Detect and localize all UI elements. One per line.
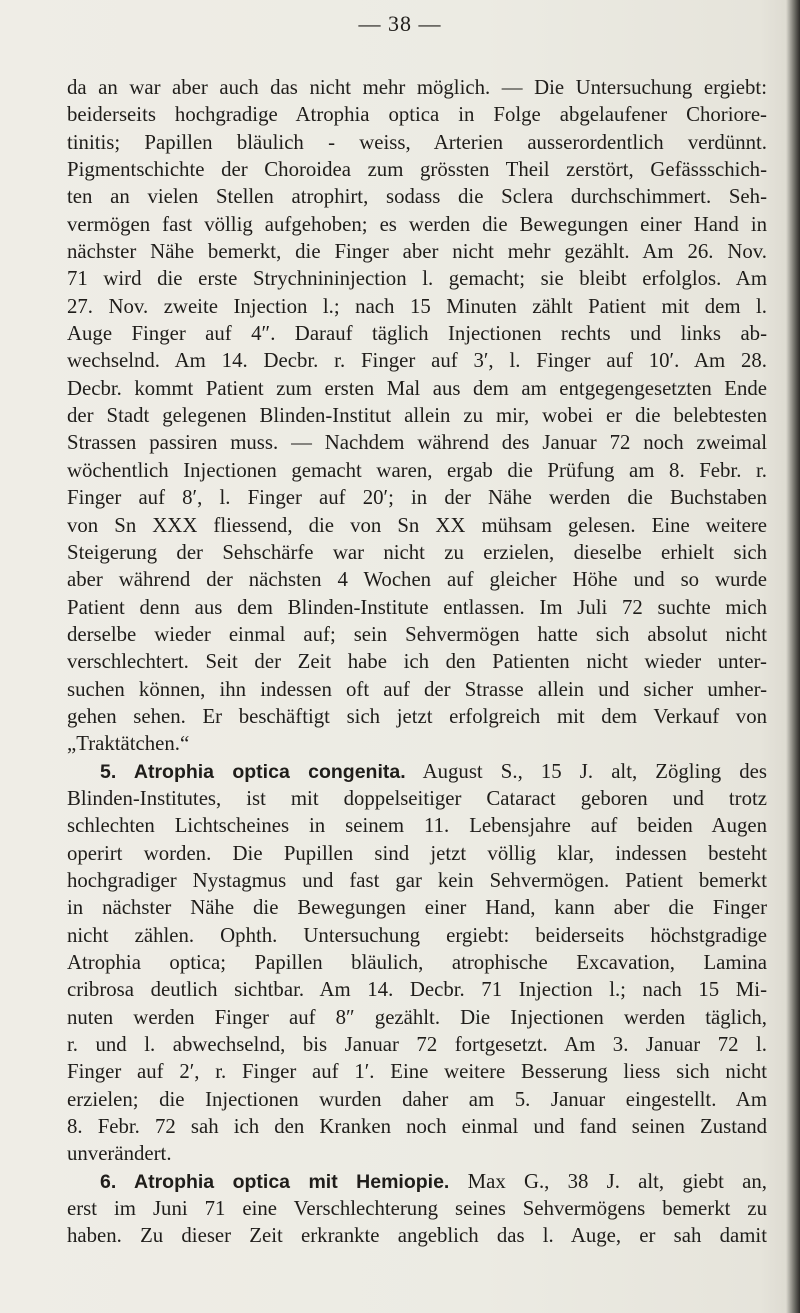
- text-line: vermögen fast völlig aufgehoben; es werden die Bewegungen einer Hand in: [67, 212, 767, 236]
- text-line: von Sn XXX fliessend, die von Sn XX mühsam gelesen. Eine weitere: [67, 513, 767, 537]
- text-line: nuten werden Finger auf 8″ gezählt. Die Injectionen werden täglich,: [67, 1005, 767, 1029]
- section-first-line: August S., 15 J. alt, Zögling des: [422, 759, 767, 783]
- text-line: wechselnd. Am 14. Decbr. r. Finger auf 3′, l. Finger auf 10′. Am 28.: [67, 349, 767, 373]
- section-heading-line: [67, 1168, 767, 1195]
- text-line: aber während der nächsten 4 Wochen auf gleicher Höhe und so wurde: [67, 568, 767, 592]
- text-line: Decbr. kommt Patient zum ersten Mal aus dem am entgegengesetzten Ende: [67, 376, 767, 400]
- text-line: in nächster Nähe die Bewegungen einer Hand, kann aber die Finger: [67, 896, 767, 920]
- text-line: Atrophia optica; Papillen bläulich, atrophische Excavation, Lamina: [67, 951, 767, 974]
- text-line: Finger auf 8′, l. Finger auf 20′; in der Nähe werden die Buchstaben: [67, 486, 767, 510]
- section-title: 6. Atrophia optica mit Hemiopie.: [100, 1170, 450, 1193]
- text-line: erst im Juni 71 eine Verschlechterung seines Sehvermögens bemerkt zu: [67, 1197, 767, 1221]
- text-line: cribrosa deutlich sichtbar. Am 14. Decbr. 71 Injection l.; nach 15 Mi-: [67, 978, 767, 1002]
- text-line: suchen können, ihn indessen oft auf der Strasse allein und sicher umher-: [67, 677, 767, 701]
- text-line: unverändert.: [67, 1142, 172, 1166]
- text-line: Steigerung der Sehschärfe war nicht zu erzielen, dieselbe erhielt sich: [67, 540, 767, 564]
- section-heading-line: [67, 758, 767, 785]
- text-line: Finger auf 2′, r. Finger auf 1′. Eine weitere Besserung liess sich nicht: [67, 1060, 767, 1084]
- text-line: tinitis; Papillen bläulich - weiss, Arterien ausserordentlich verdünnt.: [67, 130, 767, 154]
- text-line: Blinden-Institutes, ist mit doppelseitiger Cataract geboren und trotz: [67, 786, 767, 810]
- text-line: gehen sehen. Er beschäftigt sich jetzt erfolgreich mit dem Verkauf von: [67, 704, 767, 728]
- text-line: Patient denn aus dem Blinden-Institute entlassen. Im Juli 72 suchte mich: [67, 595, 767, 619]
- text-line: 8. Febr. 72 sah ich den Kranken noch einmal und fand seinen Zustand: [67, 1115, 767, 1139]
- text-line: Pigmentschichte der Choroidea zum grössten Theil zerstört, Gefässschich-: [67, 158, 767, 182]
- text-line: wöchentlich Injectionen gemacht waren, ergab die Prüfung am 8. Febr. r.: [67, 458, 767, 482]
- text-line: erzielen; die Injectionen wurden daher am 5. Januar eingestellt. Am: [67, 1087, 767, 1111]
- text-line: beiderseits hochgradige Atrophia optica in Folge abgelaufener Choriore-: [67, 103, 767, 127]
- text-line: nicht zählen. Ophth. Untersuchung ergiebt: beiderseits höchstgradige: [67, 923, 767, 947]
- text-line: 71 wird die erste Strychnininjection l. gemacht; sie bleibt erfolglos. Am: [67, 267, 767, 291]
- text-line: Auge Finger auf 4″. Darauf täglich Injectionen rechts und links ab-: [67, 322, 767, 346]
- text-line: derselbe wieder einmal auf; sein Sehvermögen hatte sich absolut nicht: [67, 622, 767, 646]
- body-text: [67, 74, 767, 1250]
- page-number: — 38 —: [358, 11, 442, 36]
- text-line: schlechten Lichtscheines in seinem 11. Lebensjahre auf beiden Augen: [67, 814, 767, 838]
- text-line: verschlechtert. Seit der Zeit habe ich den Patienten nicht wieder unter-: [67, 650, 767, 674]
- text-line: haben. Zu dieser Zeit erkrankte angeblich das l. Auge, er sah damit: [67, 1224, 767, 1248]
- text-line: „Traktätchen.“: [67, 732, 190, 756]
- text-line: der Stadt gelegenen Blinden-Institut allein zu mir, wobei er die belebtesten: [67, 404, 767, 428]
- section-first-line: Max G., 38 J. alt, giebt an,: [467, 1169, 767, 1193]
- section-title: 5. Atrophia optica congenita.: [100, 760, 406, 783]
- text-line: Strassen passiren muss. — Nachdem während des Januar 72 noch zweimal: [67, 431, 767, 455]
- text-line: ten an vielen Stellen atrophirt, sodass die Sclera durchschimmert. Seh-: [67, 185, 767, 209]
- text-line: da an war aber auch das nicht mehr möglich. — Die Untersuchung ergiebt:: [67, 76, 767, 99]
- text-line: nächster Nähe bemerkt, die Finger aber nicht mehr gezählt. Am 26. Nov.: [67, 240, 767, 264]
- page-edge-shadow: [786, 0, 800, 1313]
- text-line: 27. Nov. zweite Injection l.; nach 15 Minuten zählt Patient mit dem l.: [67, 294, 767, 318]
- text-line: operirt worden. Die Pupillen sind jetzt völlig klar, indessen besteht: [67, 841, 767, 865]
- text-line: r. und l. abwechselnd, bis Januar 72 fortgesetzt. Am 3. Januar 72 l.: [67, 1033, 767, 1057]
- text-line: hochgradiger Nystagmus und fast gar kein Sehvermögen. Patient bemerkt: [67, 868, 767, 892]
